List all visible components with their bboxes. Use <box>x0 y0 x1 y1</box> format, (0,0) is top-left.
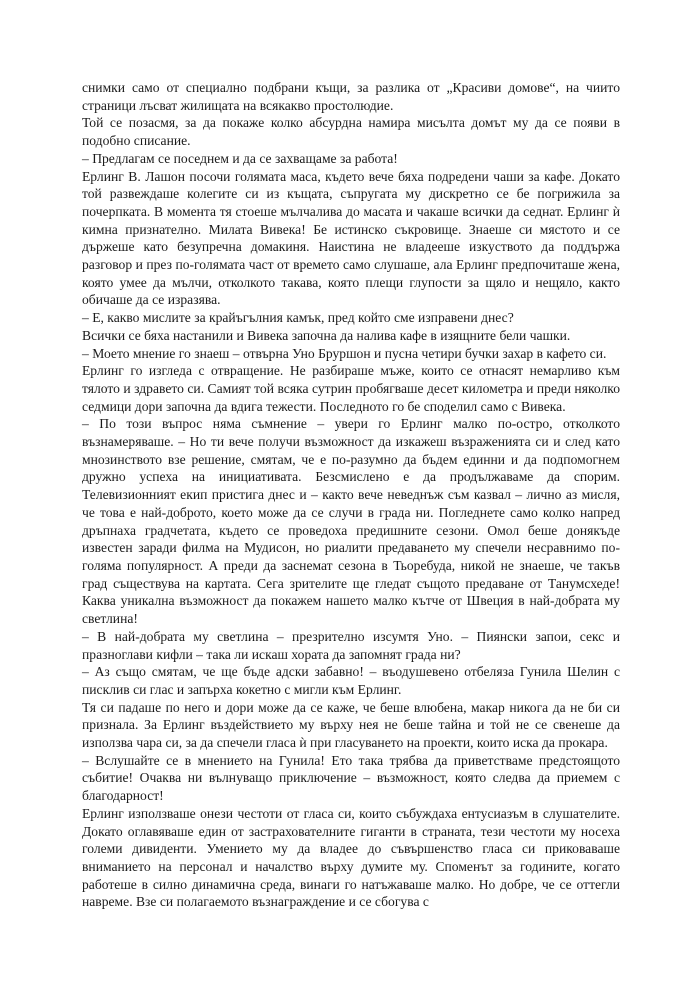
paragraph: – Вслушайте се в мнението на Гунила! Ето така трябва да приветстваме предстоящото събитие! Очаква ни вълнуващо приключение – възможност, която следва да приемем с благодарност! <box>82 752 620 804</box>
paragraph: – По този въпрос няма съмнение – увери го Ерлинг малко по-остро, отколкото възнамеряваше. – Но ти вече получи възможност да изкажеш възраженията си и след като мнозинството взе решение, смятам, че е по-разумно да бъдем единни и да подпомогнем дружно успеха на инициативата. Безсмислено е да продължаваме да спорим. Телевизионният екип пристига днес и – както вече неведнъж съм казвал – лично аз мисля, че това е най-доброто, което може да се случи в града ни. Погледнете само колко напред дръпнаха градчетата, където се проведоха предишните сезони. Омол беше донякъде известен заради филма на Мудисон, но риалити предаването му спечели несравнимо по-голяма популярност. А преди да заснемат сезона в Тьоребуда, никой не знаеше, че такъв град съществува на картата. Сега зрителите ще гледат същото предаване от Танумсхеде! Каква уникална възможност да покажем нашето малко кътче от Швеция в най-добрата му светлина! <box>82 416 620 627</box>
paragraph: Ерлинг използваше онези честоти от гласа си, които събуждаха ентусиазъм в слушателите. Докато оглавяваше един от застрахователните гиганти в страната, тези честоти му носеха големи дивиденти. Умението му да владее до съвършенство гласа си приковаваше вниманието на персонал и началство върху думите му. Споменът за годините, когато работеше в силно динамична среда, винаги го натъжаваше малко. Но добре, че се оттегли навреме. Взе си полагаемото възнаграждение и се сбогува с <box>82 805 620 910</box>
paragraph: Ерлинг го изгледа с отвращение. Не разбираше мъже, които се отнасят немарливо към тялото и здравето си. Самият той всяка сутрин пробягваше десет километра и преди няколко седмици дори започна да вдига тежести. Последното го бе споделил само с Вивека. <box>82 363 620 414</box>
paragraph: снимки само от специално подбрани къщи, за разлика от „Красиви домове“, на чиито страници лъсват жилищата на всякакво простолюдие. <box>82 80 620 113</box>
paragraph: Той се позасмя, за да покаже колко абсурдна намира мисълта домът му да се появи в подобно списание. <box>82 115 620 149</box>
paragraph: Тя си падаше по него и дори може да се каже, че беше влюбена, макар никога да не би си признала. За Ерлинг въздействието му върху нея не беше тайна и той не се свенеше да използва чара си, за да спечели гласа ѝ при гласуването на проекти, които иска да прокара. <box>82 699 620 751</box>
paragraph: – Е, какво мислите за крайъгълния камък, пред който сме изправени днес? <box>82 310 514 326</box>
paragraph: – В най-добрата му светлина – презрително изсумтя Уно. – Пиянски запои, секс и празноглави кифли – така ли искаш хората да запомнят града ни? <box>82 628 620 662</box>
paragraph: Всички се бяха настанили и Вивека започна да налива кафе в изящните бели чашки. <box>82 327 571 343</box>
paragraph: – Предлагам се поседнем и да се захващаме за работа! <box>82 150 398 166</box>
paragraph: Ерлинг В. Лашон посочи голямата маса, където вече бяха подредени чаши за кафе. Докато той развеждаше колегите си из къщата, съпругата му дискретно се бе погрижила за почерпката. В момента тя стоеше мълчалива до масата и чакаше всички да седнат. Ерлинг ѝ кимна признателно. Милата Вивека! Бе истинско съкровище. Знаеше си мястото и се държеше като безупречна домакиня. Наистина не владееше изкуството да поддържа разговор и през по-голямата част от времето само слушаше, ала Ерлинг предпочиташе жена, която умее да мълчи, отколкото такава, която плещи глупости за щяло и нещяло, както обичаше да се изразява. <box>82 168 620 308</box>
body-text <box>82 79 620 911</box>
paragraph: – Аз също смятам, че ще бъде адски забавно! – въодушевено отбелязa Гунила Шелин с писклив си глас и запърха кокетно с мигли към Ерлинг. <box>82 664 620 697</box>
paragraph: – Моето мнение го знаеш – отвърна Уно Бруршон и пусна четири бучки захар в кафето си. <box>82 345 607 361</box>
